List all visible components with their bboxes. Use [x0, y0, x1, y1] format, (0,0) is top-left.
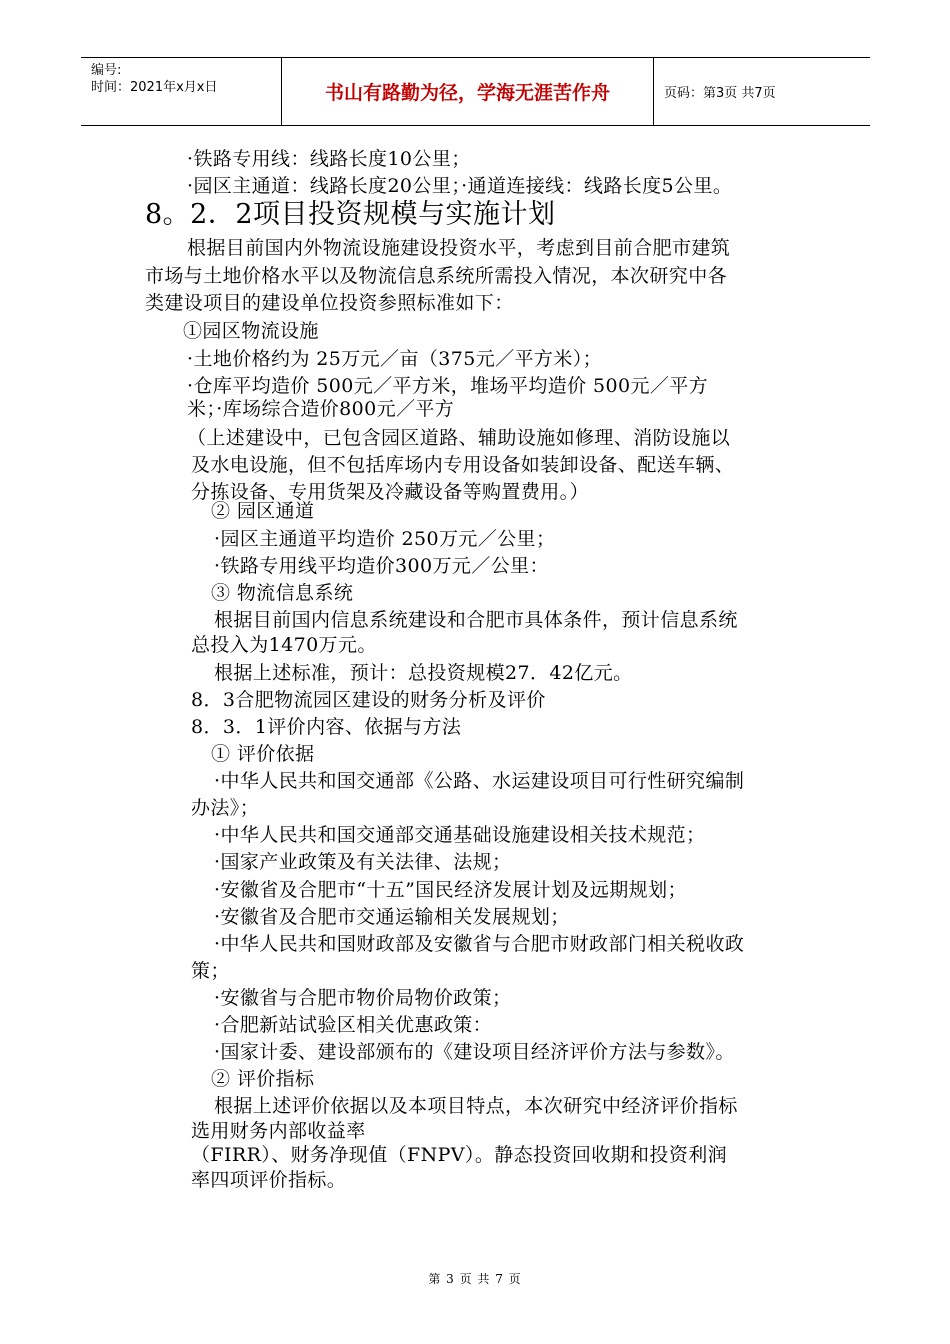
section-heading: 8．3合肥物流园区建设的财务分析及评价 — [191, 689, 546, 711]
subheading: ③ 物流信息系统 — [211, 582, 354, 604]
body-line: ·园区主通道平均造价 250万元／公里； — [214, 528, 556, 550]
body-line: ·土地价格约为 25万元／亩（375元／平方米）； — [187, 348, 603, 370]
page-header — [81, 57, 870, 126]
body-line: （上述建设中，已包含园区道路、辅助设施如修理、消防设施以 — [187, 427, 731, 449]
body-line: 市场与土地价格水平以及物流信息系统所需投入情况，本次研究中各 — [145, 265, 728, 287]
body-line: 总投入为1470万元。 — [191, 634, 377, 656]
body-line: 办法》； — [191, 797, 260, 819]
subheading: ① 评价依据 — [211, 743, 315, 765]
body-line: ·铁路专用线：线路长度10公里； — [187, 148, 471, 170]
section-heading: 8．3．1评价内容、依据与方法 — [191, 716, 462, 738]
subheading: ② 园区通道 — [211, 500, 315, 522]
body-line: ·铁路专用线平均造价300万元／公里： — [214, 555, 549, 577]
header-motto: 书山有路勤为径，学海无涯苦作舟 — [281, 58, 654, 125]
body-line: ·中华人民共和国交通部交通基础设施建设相关技术规范； — [214, 824, 706, 846]
body-line: 及水电设施，但不包括库场内专用设备如装卸设备、配送车辆、 — [191, 454, 735, 476]
body-line: ·国家产业政策及有关法律、法规； — [214, 851, 512, 873]
page-footer: 第 3 页 共 7 页 — [428, 1272, 522, 1286]
header-page-label: 页码：第3页 共7页 — [664, 86, 776, 101]
document-time-label: 时间：2021年x月x日 — [91, 80, 218, 95]
body-line: 类建设项目的建设单位投资参照标准如下： — [145, 292, 514, 314]
header-meta — [81, 58, 281, 125]
body-line: ·仓库平均造价 500元／平方米，堆场平均造价 500元／平方 — [187, 375, 709, 397]
body-line: ·安徽省及合肥市交通运输相关发展规划； — [214, 906, 570, 928]
body-line: 根据上述标准，预计：总投资规模27．42亿元。 — [214, 662, 633, 684]
body-line: 选用财务内部收益率 — [191, 1120, 366, 1142]
document-number-label: 编号: — [91, 63, 122, 78]
body-line: 分拣设备、专用货架及冷藏设备等购置费用。） — [191, 481, 589, 503]
subheading: ② 评价指标 — [211, 1068, 315, 1090]
body-line: 率四项评价指标。 — [191, 1169, 347, 1191]
body-line: 根据目前国内信息系统建设和合肥市具体条件，预计信息系统 — [214, 609, 738, 631]
subheading: ①园区物流设施 — [183, 320, 319, 342]
body-line: ·安徽省及合肥市“十五”国民经济发展计划及远期规划； — [214, 879, 687, 901]
body-line: 根据上述评价依据以及本项目特点，本次研究中经济评价指标 — [214, 1095, 738, 1117]
body-line: 策； — [191, 960, 230, 982]
body-line: 根据目前国内外物流设施建设投资水平，考虑到目前合肥市建筑 — [187, 237, 731, 259]
body-line: ·合肥新站试验区相关优惠政策： — [214, 1014, 493, 1036]
body-line: ·国家计委、建设部颁布的《建设项目经济评价方法与参数》。 — [214, 1041, 735, 1063]
body-line: ·安徽省与合肥市物价局物价政策； — [214, 987, 512, 1009]
body-line: 米；·库场综合造价800元／平方 — [187, 398, 455, 420]
section-heading: 8。2．2项目投资规模与实施计划 — [145, 199, 556, 230]
body-line: ·园区主通道：线路长度20公里；·通道连接线：线路长度5公里。 — [187, 175, 733, 197]
body-line: ·中华人民共和国财政部及安徽省与合肥市财政部门相关税收政 — [214, 933, 745, 955]
body-line: ·中华人民共和国交通部《公路、水运建设项目可行性研究编制 — [214, 770, 745, 792]
body-line: （FIRR）、财务净现值（FNPV）。静态投资回收期和投资利润 — [191, 1144, 728, 1166]
